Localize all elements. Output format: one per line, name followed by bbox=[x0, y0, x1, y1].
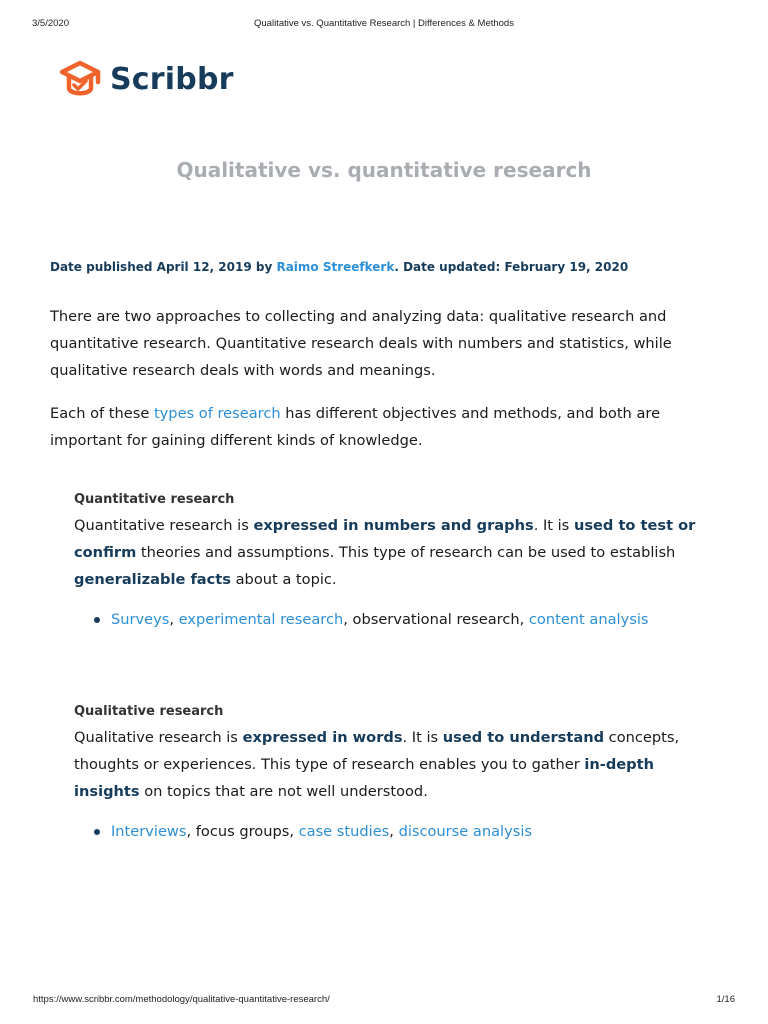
qual-text-3: concepts, thoughts or experiences. This type of research enables you to gather bbox=[74, 729, 680, 773]
published-date: Date published April 12, 2019 by bbox=[50, 260, 277, 274]
bullet-icon bbox=[94, 617, 100, 623]
types-paragraph bbox=[50, 400, 730, 454]
qual-text-4: on topics that are not well understood. bbox=[139, 783, 428, 800]
method-separator: , focus groups, bbox=[186, 823, 299, 840]
qualitative-methods-list bbox=[74, 822, 734, 842]
quant-text-2: . It is bbox=[533, 517, 574, 534]
qual-text-2: . It is bbox=[402, 729, 443, 746]
quant-text-4: about a topic. bbox=[230, 571, 337, 588]
qualitative-heading: Qualitative research bbox=[74, 704, 224, 719]
qualitative-description bbox=[74, 724, 724, 805]
print-document-title: Qualitative vs. Quantitative Research | Differences & Methods bbox=[254, 18, 514, 29]
method-separator: , observational research, bbox=[343, 611, 529, 628]
graduation-cap-logo-icon bbox=[58, 58, 102, 102]
content-analysis-link[interactable]: content analysis bbox=[528, 611, 649, 628]
page-title: Qualitative vs. quantitative research bbox=[176, 158, 592, 182]
intro-paragraph: There are two approaches to collecting and analyzing data: qualitative research and quantitative research. Quantitative research deals with numbers and statistics, while qualitative research deals with words and meanings. bbox=[50, 308, 672, 379]
quant-bold-1: expressed in numbers and graphs bbox=[253, 517, 534, 534]
qual-bold-2: used to understand bbox=[442, 729, 605, 746]
experimental-research-link[interactable]: experimental research bbox=[178, 611, 344, 628]
quantitative-description bbox=[74, 512, 724, 593]
author-link[interactable]: Raimo Streefkerk bbox=[276, 260, 395, 274]
qualitative-research-card bbox=[74, 702, 734, 840]
surveys-link[interactable]: Surveys bbox=[111, 611, 170, 628]
print-date: 3/5/2020 bbox=[32, 18, 69, 29]
interviews-link[interactable]: Interviews bbox=[111, 823, 187, 840]
types-text-before: Each of these bbox=[50, 405, 154, 422]
quantitative-heading: Quantitative research bbox=[74, 492, 235, 507]
types-of-research-link[interactable]: types of research bbox=[153, 405, 281, 422]
case-studies-link[interactable]: case studies bbox=[298, 823, 390, 840]
quant-text-1: Quantitative research is bbox=[74, 517, 254, 534]
discourse-analysis-link[interactable]: discourse analysis bbox=[398, 823, 532, 840]
page-url: https://www.scribbr.com/methodology/qualitative-quantitative-research/ bbox=[33, 994, 330, 1005]
method-separator: , bbox=[169, 611, 179, 628]
qual-bold-3: in-depth insights bbox=[74, 756, 654, 800]
quantitative-methods-list bbox=[74, 610, 734, 630]
quant-bold-3: generalizable facts bbox=[74, 571, 231, 588]
bullet-icon bbox=[94, 829, 100, 835]
qual-text-1: Qualitative research is bbox=[74, 729, 243, 746]
method-separator: , bbox=[389, 823, 399, 840]
article-meta bbox=[50, 260, 730, 274]
page-number: 1/16 bbox=[716, 994, 735, 1005]
quant-text-3: theories and assumptions. This type of research can be used to establish bbox=[136, 544, 676, 561]
updated-date: . Date updated: February 19, 2020 bbox=[394, 260, 629, 274]
list-item bbox=[74, 610, 734, 630]
quant-bold-2: used to test or confirm bbox=[74, 517, 696, 561]
scribbr-logo[interactable] bbox=[58, 58, 234, 102]
quantitative-research-card bbox=[74, 490, 734, 628]
brand-wordmark: Scribbr bbox=[110, 62, 234, 97]
qual-bold-1: expressed in words bbox=[242, 729, 403, 746]
list-item bbox=[74, 822, 734, 842]
types-text-after: has different objectives and methods, and both are important for gaining different kinds of knowledge. bbox=[50, 405, 661, 449]
